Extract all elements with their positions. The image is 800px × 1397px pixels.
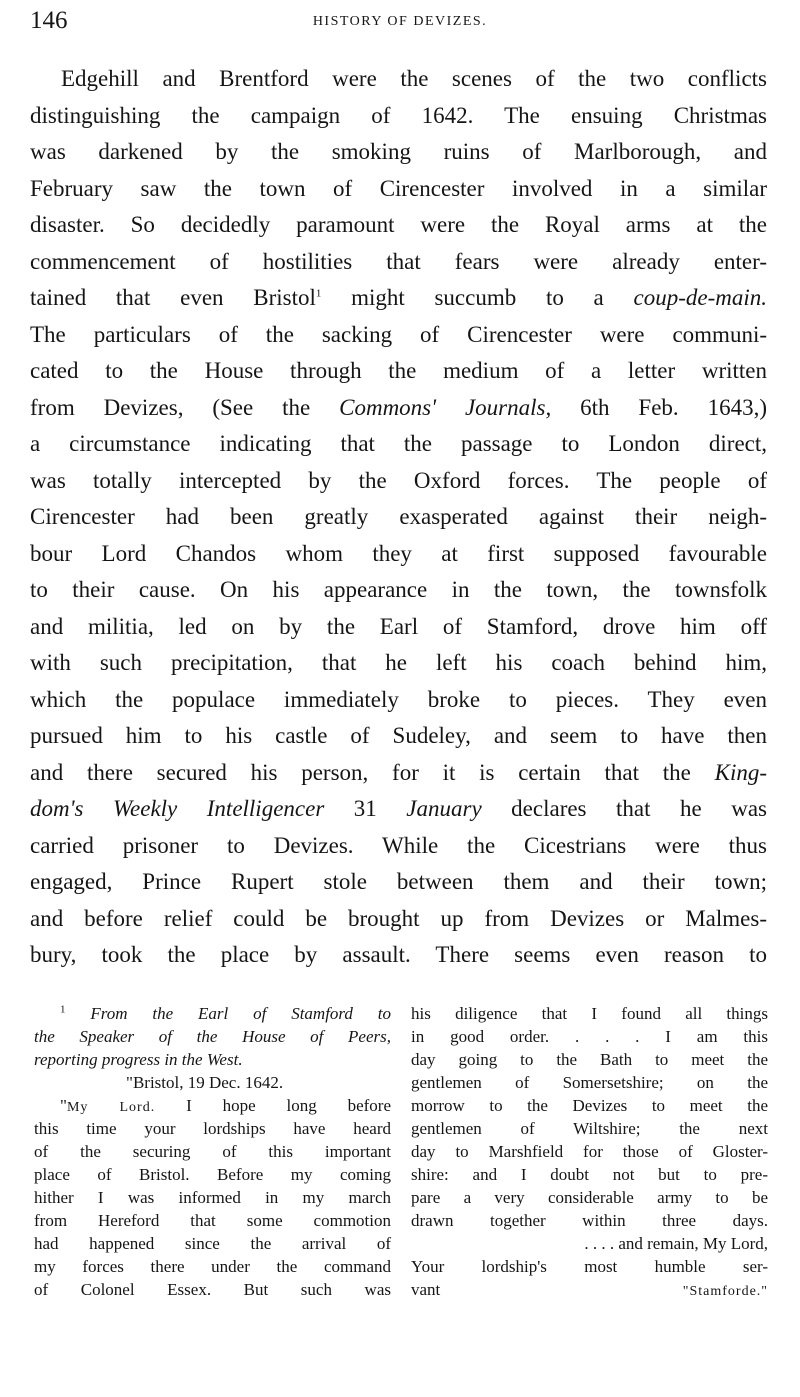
footnote-line: day to Marshfield for those of Gloster-	[411, 1142, 768, 1161]
italic-text: King-	[714, 759, 767, 785]
italic-text: From the Earl of Stamford to	[90, 1004, 392, 1023]
footnote-line: Your lordship's most humble ser-	[411, 1257, 768, 1276]
text-line: Edgehill and Brentford were the scenes of the two conflicts	[61, 66, 767, 91]
text-line	[30, 791, 767, 828]
text-run: 31	[324, 796, 407, 821]
footnote-line: . . . . and remain, My Lord,	[584, 1234, 768, 1253]
page-number: 146	[30, 7, 68, 34]
text-run: declares that he was	[481, 796, 767, 821]
text-run: I hope long before	[155, 1096, 392, 1115]
footnote-line: his diligence that I found all things	[411, 1004, 768, 1023]
running-head: HISTORY OF DEVIZES.	[312, 14, 488, 29]
text-line: and militia, led on by the Earl of Stamford, drove him off	[30, 613, 767, 639]
text-line: a circumstance indicating that the passage to London direct,	[30, 431, 767, 456]
text-line: bour Lord Chandos whom they at first supposed favourable	[30, 540, 767, 566]
footnote-line: hither I was informed in my march	[34, 1188, 391, 1207]
italic-text: dom's Weekly Intelligencer	[30, 796, 325, 821]
footnote-title-line	[34, 1002, 391, 1025]
footnote-reference: 1	[315, 287, 322, 300]
text-run: "	[60, 1096, 67, 1115]
footnote	[30, 1002, 770, 1392]
footnote-line: had happened since the arrival of	[34, 1234, 391, 1253]
text-run: 6th Feb. 1643,)	[551, 394, 767, 420]
italic-text: the Speaker of the House of Peers,	[34, 1027, 391, 1046]
text-line: to their cause. On his appearance in the town, the townsfolk	[30, 577, 767, 602]
text-line	[30, 755, 767, 792]
text-line: distinguishing the campaign of 1642. The ensuing Christmas	[30, 102, 767, 128]
text-run: tained that even Bristol	[30, 285, 316, 310]
text-line: which the populace immediately broke to pieces. They even	[30, 686, 767, 712]
footnote-line: shire: and I doubt not but to pre-	[411, 1165, 768, 1184]
text-line: carried prisoner to Devizes. While the Cicestrians were thus	[30, 832, 767, 858]
text-line: with such precipitation, that he left his coach behind him,	[30, 650, 767, 675]
footnote-line: gentlemen of Somersetshire; on the	[411, 1073, 768, 1092]
footnote-left-column	[34, 1002, 391, 1301]
footnote-line: my forces there under the command	[34, 1257, 391, 1276]
footnote-line: this time your lordships have heard	[34, 1119, 391, 1138]
footnote-line: morrow to the Devizes to meet the	[411, 1096, 768, 1115]
text-line: cated to the House through the medium of a letter written	[30, 358, 767, 383]
footnote-line: day going to the Bath to meet the	[411, 1050, 768, 1069]
text-line: commencement of hostilities that fears were already enter-	[30, 248, 767, 274]
text-line: bury, took the place by assault. There seems even reason to	[30, 942, 767, 967]
italic-text: coup-de-main.	[633, 285, 767, 310]
italic-text: January	[406, 796, 482, 821]
main-text	[30, 61, 767, 974]
footnote-line: pare a very considerable army to be	[411, 1188, 768, 1207]
footnote-right-column	[411, 1002, 768, 1301]
text-run: might succumb to a	[321, 285, 634, 310]
text-line: Cirencester had been greatly exasperated against their neigh-	[30, 504, 767, 529]
footnote-line: from Hereford that some commotion	[34, 1211, 391, 1230]
salutation: My Lord.	[66, 1100, 156, 1115]
footnote-line: gentlemen of Wiltshire; the next	[411, 1119, 768, 1138]
footnote-line: of the securing of this important	[34, 1142, 391, 1161]
text-line	[30, 280, 767, 317]
footnote-line	[34, 1094, 391, 1117]
text-line: disaster. So decidedly paramount were the Royal arms at the	[30, 212, 767, 237]
text-line: The particulars of the sacking of Cirencester were communi-	[30, 321, 767, 347]
footnote-title-line	[34, 1025, 391, 1048]
text-line: was totally intercepted by the Oxford forces. The people of	[30, 467, 767, 493]
signature: "Stamforde."	[682, 1284, 768, 1299]
text-line: engaged, Prince Rupert stole between them and their town;	[30, 869, 767, 894]
footnote-marker: 1	[60, 1003, 66, 1016]
footnote-line: drawn together within three days.	[411, 1211, 768, 1230]
footnote-line: of Colonel Essex. But such was	[34, 1280, 391, 1299]
text-run: vant	[411, 1280, 441, 1299]
text-line: was darkened by the smoking ruins of Marlborough, and	[30, 139, 767, 164]
text-line: February saw the town of Cirencester involved in a similar	[30, 175, 767, 201]
italic-text: reporting progress in the West.	[34, 1050, 243, 1069]
footnote-dateline: "Bristol, 19 Dec. 1642.	[126, 1073, 284, 1092]
italic-text: Commons' Journals,	[339, 394, 552, 420]
footnote-signature-line	[411, 1278, 768, 1301]
page-header	[30, 4, 770, 38]
text-line: and before relief could be brought up from Devizes or Malmes-	[30, 905, 767, 931]
footnote-line: in good order. . . . I am this	[411, 1027, 768, 1046]
text-line: pursued him to his castle of Sudeley, and seem to have then	[30, 723, 767, 748]
text-run: from Devizes, (See the	[30, 394, 340, 420]
text-run: and there secured his person, for it is certain that the	[30, 759, 715, 785]
footnote-line: place of Bristol. Before my coming	[34, 1165, 391, 1184]
text-line	[30, 390, 767, 427]
footnote-title-line	[34, 1048, 391, 1071]
